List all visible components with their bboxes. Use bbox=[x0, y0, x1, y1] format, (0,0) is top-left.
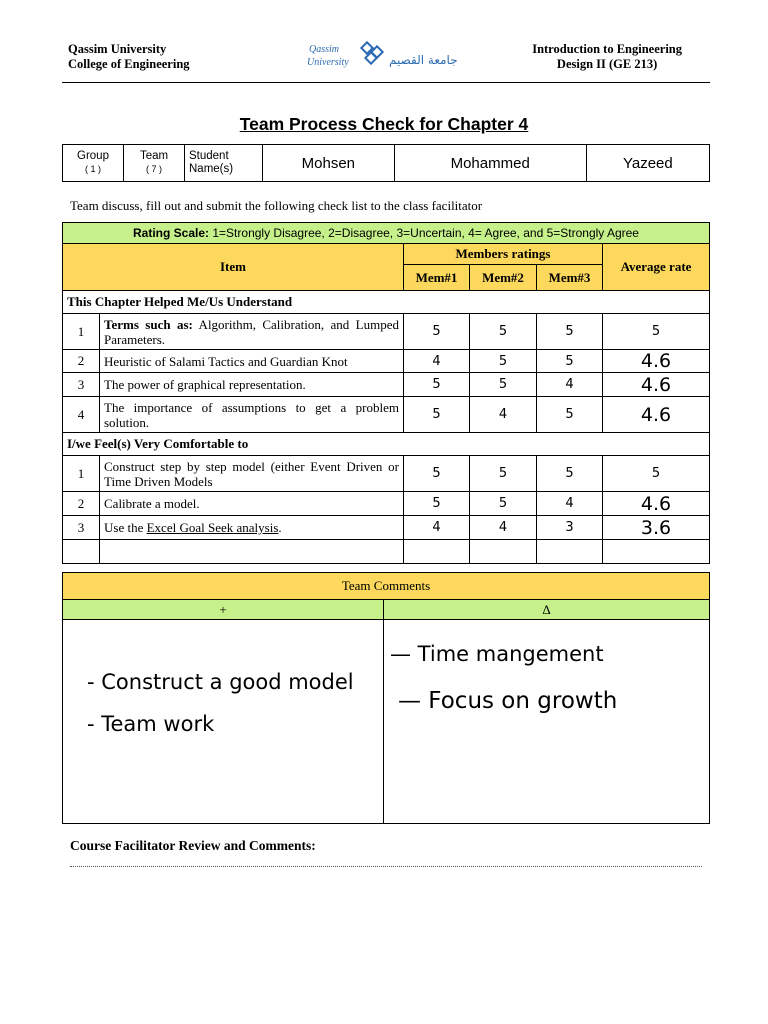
team-label: Team bbox=[139, 150, 169, 162]
mem3-rating: 3 bbox=[537, 516, 603, 540]
mem3-rating: 5 bbox=[537, 314, 603, 350]
table-row bbox=[63, 350, 710, 373]
facilitator-comment-line bbox=[70, 866, 702, 867]
row-number: 1 bbox=[63, 314, 100, 350]
rating-scale-text: 1=Strongly Disagree, 2=Disagree, 3=Uncertain, 4= Agree, and 5=Strongly Agree bbox=[212, 226, 639, 240]
row-item-suffix: . bbox=[278, 520, 282, 535]
delta-comment-2: — Focus on growth bbox=[398, 688, 618, 714]
mem2-rating: 4 bbox=[470, 516, 537, 540]
header-course bbox=[532, 42, 682, 72]
header-university bbox=[68, 42, 190, 72]
page-title: Team Process Check for Chapter 4 bbox=[239, 114, 529, 134]
university-logo bbox=[305, 38, 458, 74]
delta-header: Δ bbox=[384, 600, 710, 620]
row-item-text: The power of graphical representation. bbox=[100, 373, 404, 397]
mem2-rating: 5 bbox=[470, 314, 537, 350]
group-label: Group bbox=[77, 150, 109, 162]
empty-row bbox=[63, 540, 710, 564]
mem3-rating: 4 bbox=[537, 492, 603, 516]
student-name-1: Mohsen bbox=[263, 145, 395, 182]
mem1-header: Mem#1 bbox=[404, 265, 470, 291]
row-number: 3 bbox=[63, 516, 100, 540]
delta-comment-1: — Time mangement bbox=[390, 642, 604, 666]
mem2-rating: 5 bbox=[470, 350, 537, 373]
average-rating: 4.6 bbox=[603, 373, 710, 397]
mem3-header: Mem#3 bbox=[537, 265, 603, 291]
mem1-rating: 5 bbox=[404, 397, 470, 433]
table-row bbox=[63, 397, 710, 433]
row-number: 1 bbox=[63, 456, 100, 492]
course-code: Design II (GE 213) bbox=[556, 57, 658, 71]
section1-title: This Chapter Helped Me/Us Understand bbox=[63, 291, 710, 314]
mem2-rating: 5 bbox=[470, 373, 537, 397]
average-rating: 5 bbox=[603, 456, 710, 492]
row-item-text: Algorithm, Calibration, and Lumped Parameters. bbox=[104, 316, 399, 347]
row-item bbox=[100, 516, 404, 540]
row-number: 4 bbox=[63, 397, 100, 433]
table-row bbox=[63, 492, 710, 516]
svg-text:University: University bbox=[307, 57, 349, 68]
team-comments-table bbox=[62, 572, 710, 824]
members-ratings-header: Members ratings bbox=[404, 244, 603, 265]
svg-text:جامعة القصيم: جامعة القصيم bbox=[389, 53, 458, 67]
mem1-rating: 4 bbox=[404, 350, 470, 373]
table-row bbox=[63, 456, 710, 492]
university-name: Qassim University bbox=[68, 42, 167, 56]
row-item-text: Heuristic of Salami Tactics and Guardian Knot bbox=[100, 350, 404, 373]
rating-table bbox=[62, 222, 710, 564]
group-value: ( 1 ) bbox=[84, 164, 101, 174]
mem2-header: Mem#2 bbox=[470, 265, 537, 291]
plus-comments-box bbox=[63, 620, 384, 824]
average-rating: 4.6 bbox=[603, 397, 710, 433]
mem1-rating: 5 bbox=[404, 373, 470, 397]
student-name-3: Yazeed bbox=[586, 145, 709, 182]
header-divider bbox=[62, 82, 710, 83]
average-rating: 5 bbox=[603, 314, 710, 350]
table-row bbox=[63, 516, 710, 540]
instruction-text: Team discuss, fill out and submit the following check list to the class facilitator bbox=[70, 198, 483, 213]
rating-scale-label: Rating Scale: bbox=[133, 226, 210, 240]
mem1-rating: 5 bbox=[404, 492, 470, 516]
rating-scale bbox=[63, 223, 710, 244]
average-header: Average rate bbox=[603, 244, 710, 291]
team-cell bbox=[124, 145, 185, 182]
mem3-rating: 5 bbox=[537, 350, 603, 373]
college-name: College of Engineering bbox=[68, 57, 190, 71]
mem2-rating: 5 bbox=[470, 492, 537, 516]
mem1-rating: 5 bbox=[404, 314, 470, 350]
row-item-text: Calibrate a model. bbox=[100, 492, 404, 516]
team-comments-title: Team Comments bbox=[63, 573, 710, 600]
row-item-bold: Terms such as: bbox=[104, 316, 193, 332]
row-number: 2 bbox=[63, 492, 100, 516]
mem1-rating: 4 bbox=[404, 516, 470, 540]
average-rating: 3.6 bbox=[603, 516, 710, 540]
delta-comments-box bbox=[384, 620, 710, 824]
section2-title: I/we Feel(s) Very Comfortable to bbox=[63, 433, 710, 456]
mem2-rating: 5 bbox=[470, 456, 537, 492]
group-cell bbox=[63, 145, 124, 182]
average-rating: 4.6 bbox=[603, 350, 710, 373]
excel-goal-seek-link: Excel Goal Seek analysis bbox=[146, 520, 279, 535]
student-names-label: Student Name(s) bbox=[185, 145, 263, 182]
svg-text:Qassim: Qassim bbox=[309, 44, 340, 55]
mem3-rating: 5 bbox=[537, 456, 603, 492]
mem2-rating: 4 bbox=[470, 397, 537, 433]
table-row bbox=[63, 314, 710, 350]
plus-header: + bbox=[63, 600, 384, 620]
student-name-2: Mohammed bbox=[394, 145, 586, 182]
team-info-table bbox=[62, 144, 710, 182]
row-item-text: The importance of assumptions to get a problem solution. bbox=[100, 397, 404, 433]
mem3-rating: 4 bbox=[537, 373, 603, 397]
team-value: ( 7 ) bbox=[145, 164, 162, 174]
item-header: Item bbox=[63, 244, 404, 291]
row-item-text: Use the bbox=[104, 520, 147, 535]
mem3-rating: 5 bbox=[537, 397, 603, 433]
course-name: Introduction to Engineering bbox=[532, 42, 682, 56]
row-item-text: Construct step by step model (either Event Driven or Time Driven Models bbox=[100, 456, 404, 492]
mem1-rating: 5 bbox=[404, 456, 470, 492]
row-item bbox=[100, 314, 404, 350]
row-number: 2 bbox=[63, 350, 100, 373]
table-row bbox=[63, 373, 710, 397]
plus-comment-1: - Construct a good model bbox=[87, 670, 354, 694]
plus-comment-2: - Team work bbox=[87, 712, 215, 736]
average-rating: 4.6 bbox=[603, 492, 710, 516]
row-number: 3 bbox=[63, 373, 100, 397]
facilitator-review-label: Course Facilitator Review and Comments: bbox=[70, 838, 316, 853]
